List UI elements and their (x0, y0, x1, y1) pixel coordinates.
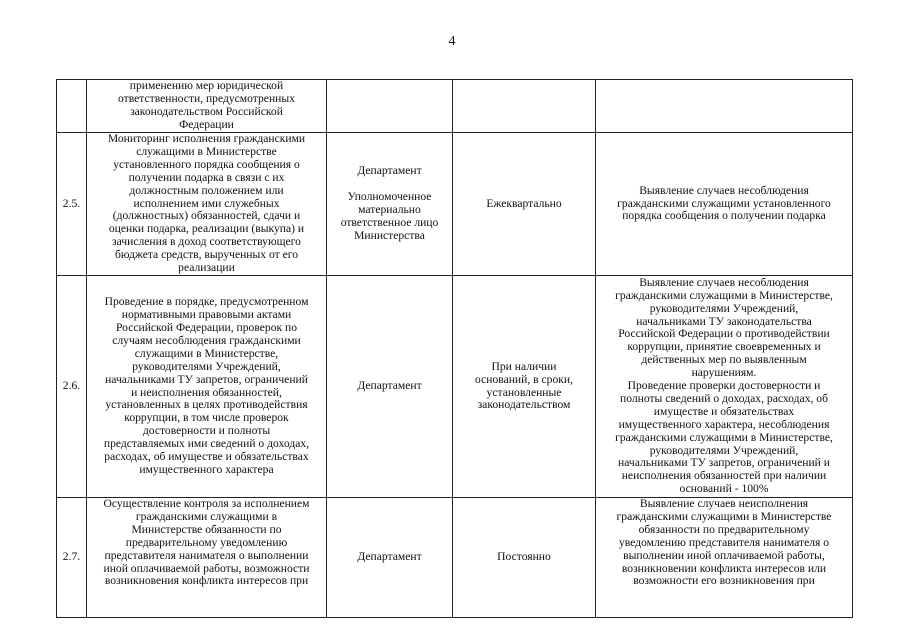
deadline-cell (453, 80, 596, 133)
item-number-cell (57, 80, 87, 133)
responsible-cell: Департамент (327, 498, 453, 618)
item-number-cell: 2.5. (57, 133, 87, 276)
table-row (57, 276, 853, 498)
measure-description-cell: применению мер юридической ответственности, предусмотренных законодательством Российской Федерации (87, 80, 327, 133)
expected-result-cell: Выявление случаев несоблюдения гражданскими служащими в Министерстве, руководителями Учреждений, начальниками ТУ законодательства Российской Федерации о противодействии коррупции, принятие своевременных и действенных мер по выявленным нарушениям. Проведение проверки достоверности и полноты сведений о доходах, расходах, об имуществе и обязательствах имущественного характера, несоблюдения гражданскими служащими в Министерстве, руководителями Учреждений, начальниками ТУ запретов, ограничений и неисполнения обязанностей при наличии оснований - 100% (596, 276, 853, 498)
expected-result-cell: Выявление случаев неисполнения гражданскими служащими в Министерстве обязанности по предварительному уведомлению представителя нанимателя о выполнении иной оплачиваемой работы, возникновении конфликта интересов или возможности его возникновения при (596, 498, 853, 618)
expected-result-cell (596, 80, 853, 133)
measure-description-cell: Мониторинг исполнения гражданскими служащими в Министерстве установленного порядка сообщения о получении подарка в связи с их должностным положением или исполнением ими служебных (должностных) обязанностей, сдачи и оценки подарка, реализации (выкупа) и зачисления в доход соответствующего бюджета средств, вырученных от его реализации (87, 133, 327, 276)
deadline-cell: Постоянно (453, 498, 596, 618)
table-row (57, 498, 853, 618)
table-row (57, 80, 853, 133)
responsible-cell: Департамент Уполномоченное материально ответственное лицо Министерства (327, 133, 453, 276)
responsible-cell (327, 80, 453, 133)
expected-result-cell: Выявление случаев несоблюдения гражданскими служащими установленного порядка сообщения о получении подарка (596, 133, 853, 276)
deadline-cell: При наличии оснований, в сроки, установленные законодательством (453, 276, 596, 498)
item-number-cell: 2.7. (57, 498, 87, 618)
measure-description-cell: Осуществление контроля за исполнением гражданскими служащими в Министерстве обязанности по предварительному уведомлению представителя нанимателя о выполнении иной оплачиваемой работы, возможности возникновения конфликта интересов при (87, 498, 327, 618)
measure-description-cell: Проведение в порядке, предусмотренном нормативными правовыми актами Российской Федерации, проверок по случаям несоблюдения гражданскими служащими в Министерстве, руководителями Учреждений, начальниками ТУ запретов, ограничений и неисполнения обязанностей, установленных в целях противодействия коррупции, в том числе проверок достоверности и полноты представляемых ими сведений о доходах, расходах, об имуществе и обязательствах имущественного характера (87, 276, 327, 498)
measures-table (56, 79, 853, 618)
table-row (57, 133, 853, 276)
deadline-cell: Ежеквартально (453, 133, 596, 276)
page-number: 4 (448, 34, 456, 49)
responsible-cell: Департамент (327, 276, 453, 498)
item-number-cell: 2.6. (57, 276, 87, 498)
